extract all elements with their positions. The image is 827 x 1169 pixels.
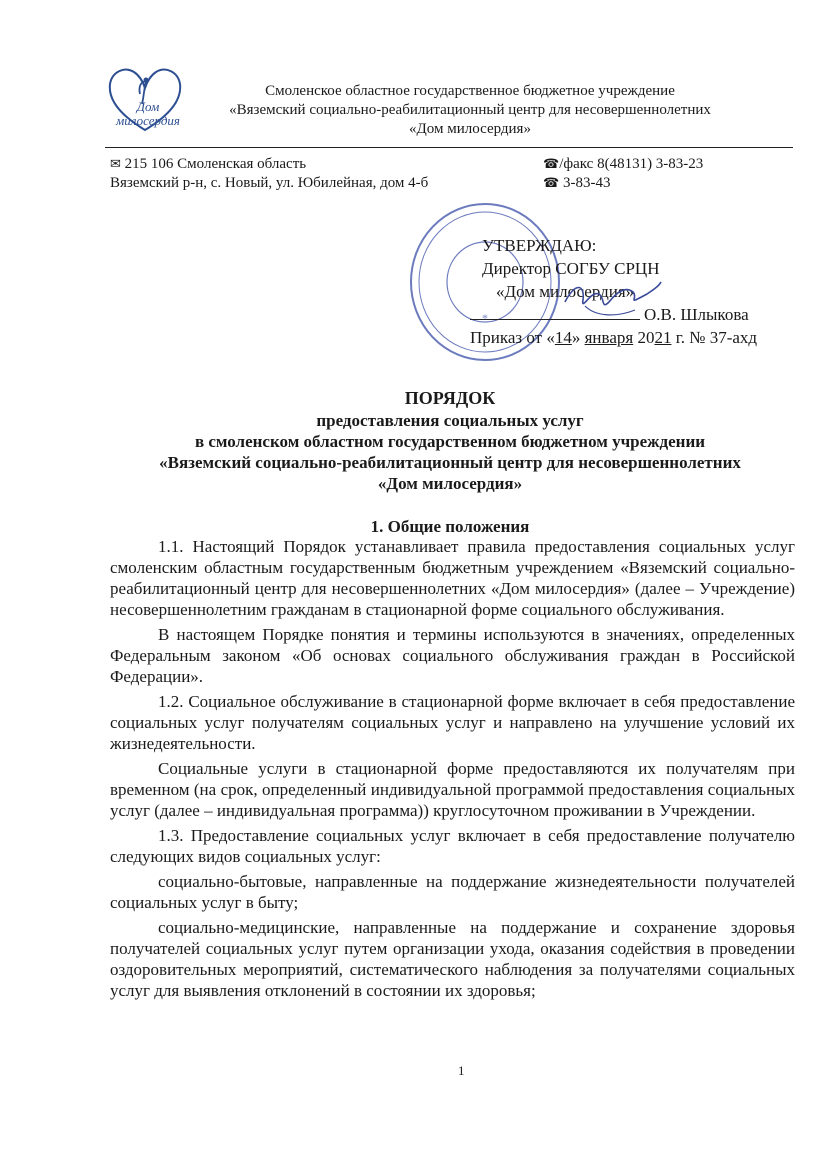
document-body (110, 536, 795, 1005)
envelope-icon: ✉ (110, 157, 121, 172)
paragraph: социально-медицинские, направленные на поддержание и сохранение здоровья получателей социальных услуг путем организации ухода, оказания содействия в проведении оздоровительных мероприятий, систематического наблюдения за получателями социальных услуг для выявления отклонений в состоянии их здоровья; (110, 918, 795, 1000)
paragraph: Социальные услуги в стационарной форме предоставляются их получателям при временном (на срок, определенный индивидуальной программой предоставления социальных услуг (далее – индивидуальная программа)) круглосуточном проживании в Учреждении. (110, 759, 795, 820)
page-number: 1 (458, 1063, 465, 1078)
telephone-icon: ☎ (543, 157, 560, 172)
paragraph: 1.1. Настоящий Порядок устанавливает правила предоставления социальных услуг смоленским областным государственным бюджетным учреждением «Вяземский социально-реабилитационный центр для несовершеннолетних «Дом милосердия» (далее – Учреждение) несовершеннолетним гражданам в стационарной форме социального обслуживания. (110, 537, 795, 619)
director-name: О.В. Шлыкова (644, 305, 749, 324)
signature-icon (555, 272, 665, 322)
paragraph: 1.3. Предоставление социальных услуг включает в себя предоставление получателю следующих видов социальных услуг: (110, 826, 795, 866)
svg-text:*: * (482, 311, 488, 325)
approval-block: УТВЕРЖДАЮ: Директор СОГБУ СРЦН «Дом милосердия» О.В. Шлыкова Приказ от «14» января 2021 г. № 37-ахд (470, 236, 758, 347)
address-block: ✉ 215 106 Смоленская область Вяземский р-н, с. Новый, ул. Юбилейная, дом 4-б (110, 156, 429, 191)
paragraph: социально-бытовые, направленные на поддержание жизнедеятельности получателей социальных услуг в быту; (110, 872, 795, 912)
organization-name: Смоленское областное государственное бюджетное учреждение «Вяземский социально-реабилитационный центр для несовершеннолетних «Дом милосердия» (229, 83, 711, 137)
telephone-icon: ☎ (543, 176, 560, 191)
header-divider (105, 147, 793, 148)
order-reference: Приказ от «14» января 2021 г. № 37-ахд (470, 328, 758, 347)
paragraph: 1.2. Социальное обслуживание в стационарной форме включает в себя предоставление социальных услуг получателям социальных услуг и направлено на улучшение условий их жизнедеятельности. (110, 692, 795, 753)
phone-block: ☎/факс 8(48131) 3-83-23 ☎ 3-83-43 (543, 156, 704, 191)
section-heading: 1. Общие положения (370, 517, 530, 536)
document-title: ПОРЯДОК предоставления социальных услуг в смоленском областном государственном бюджетном учреждении «Вяземский социально-реабилитационный центр для несовершеннолетних «Дом милосердия» (159, 388, 741, 493)
paragraph: В настоящем Порядке понятия и термины используются в значениях, определенных Федеральным законом «Об основах социального обслуживания граждан в Российской Федерации». (110, 625, 795, 686)
logo-text: Дом милосердия (116, 99, 180, 128)
